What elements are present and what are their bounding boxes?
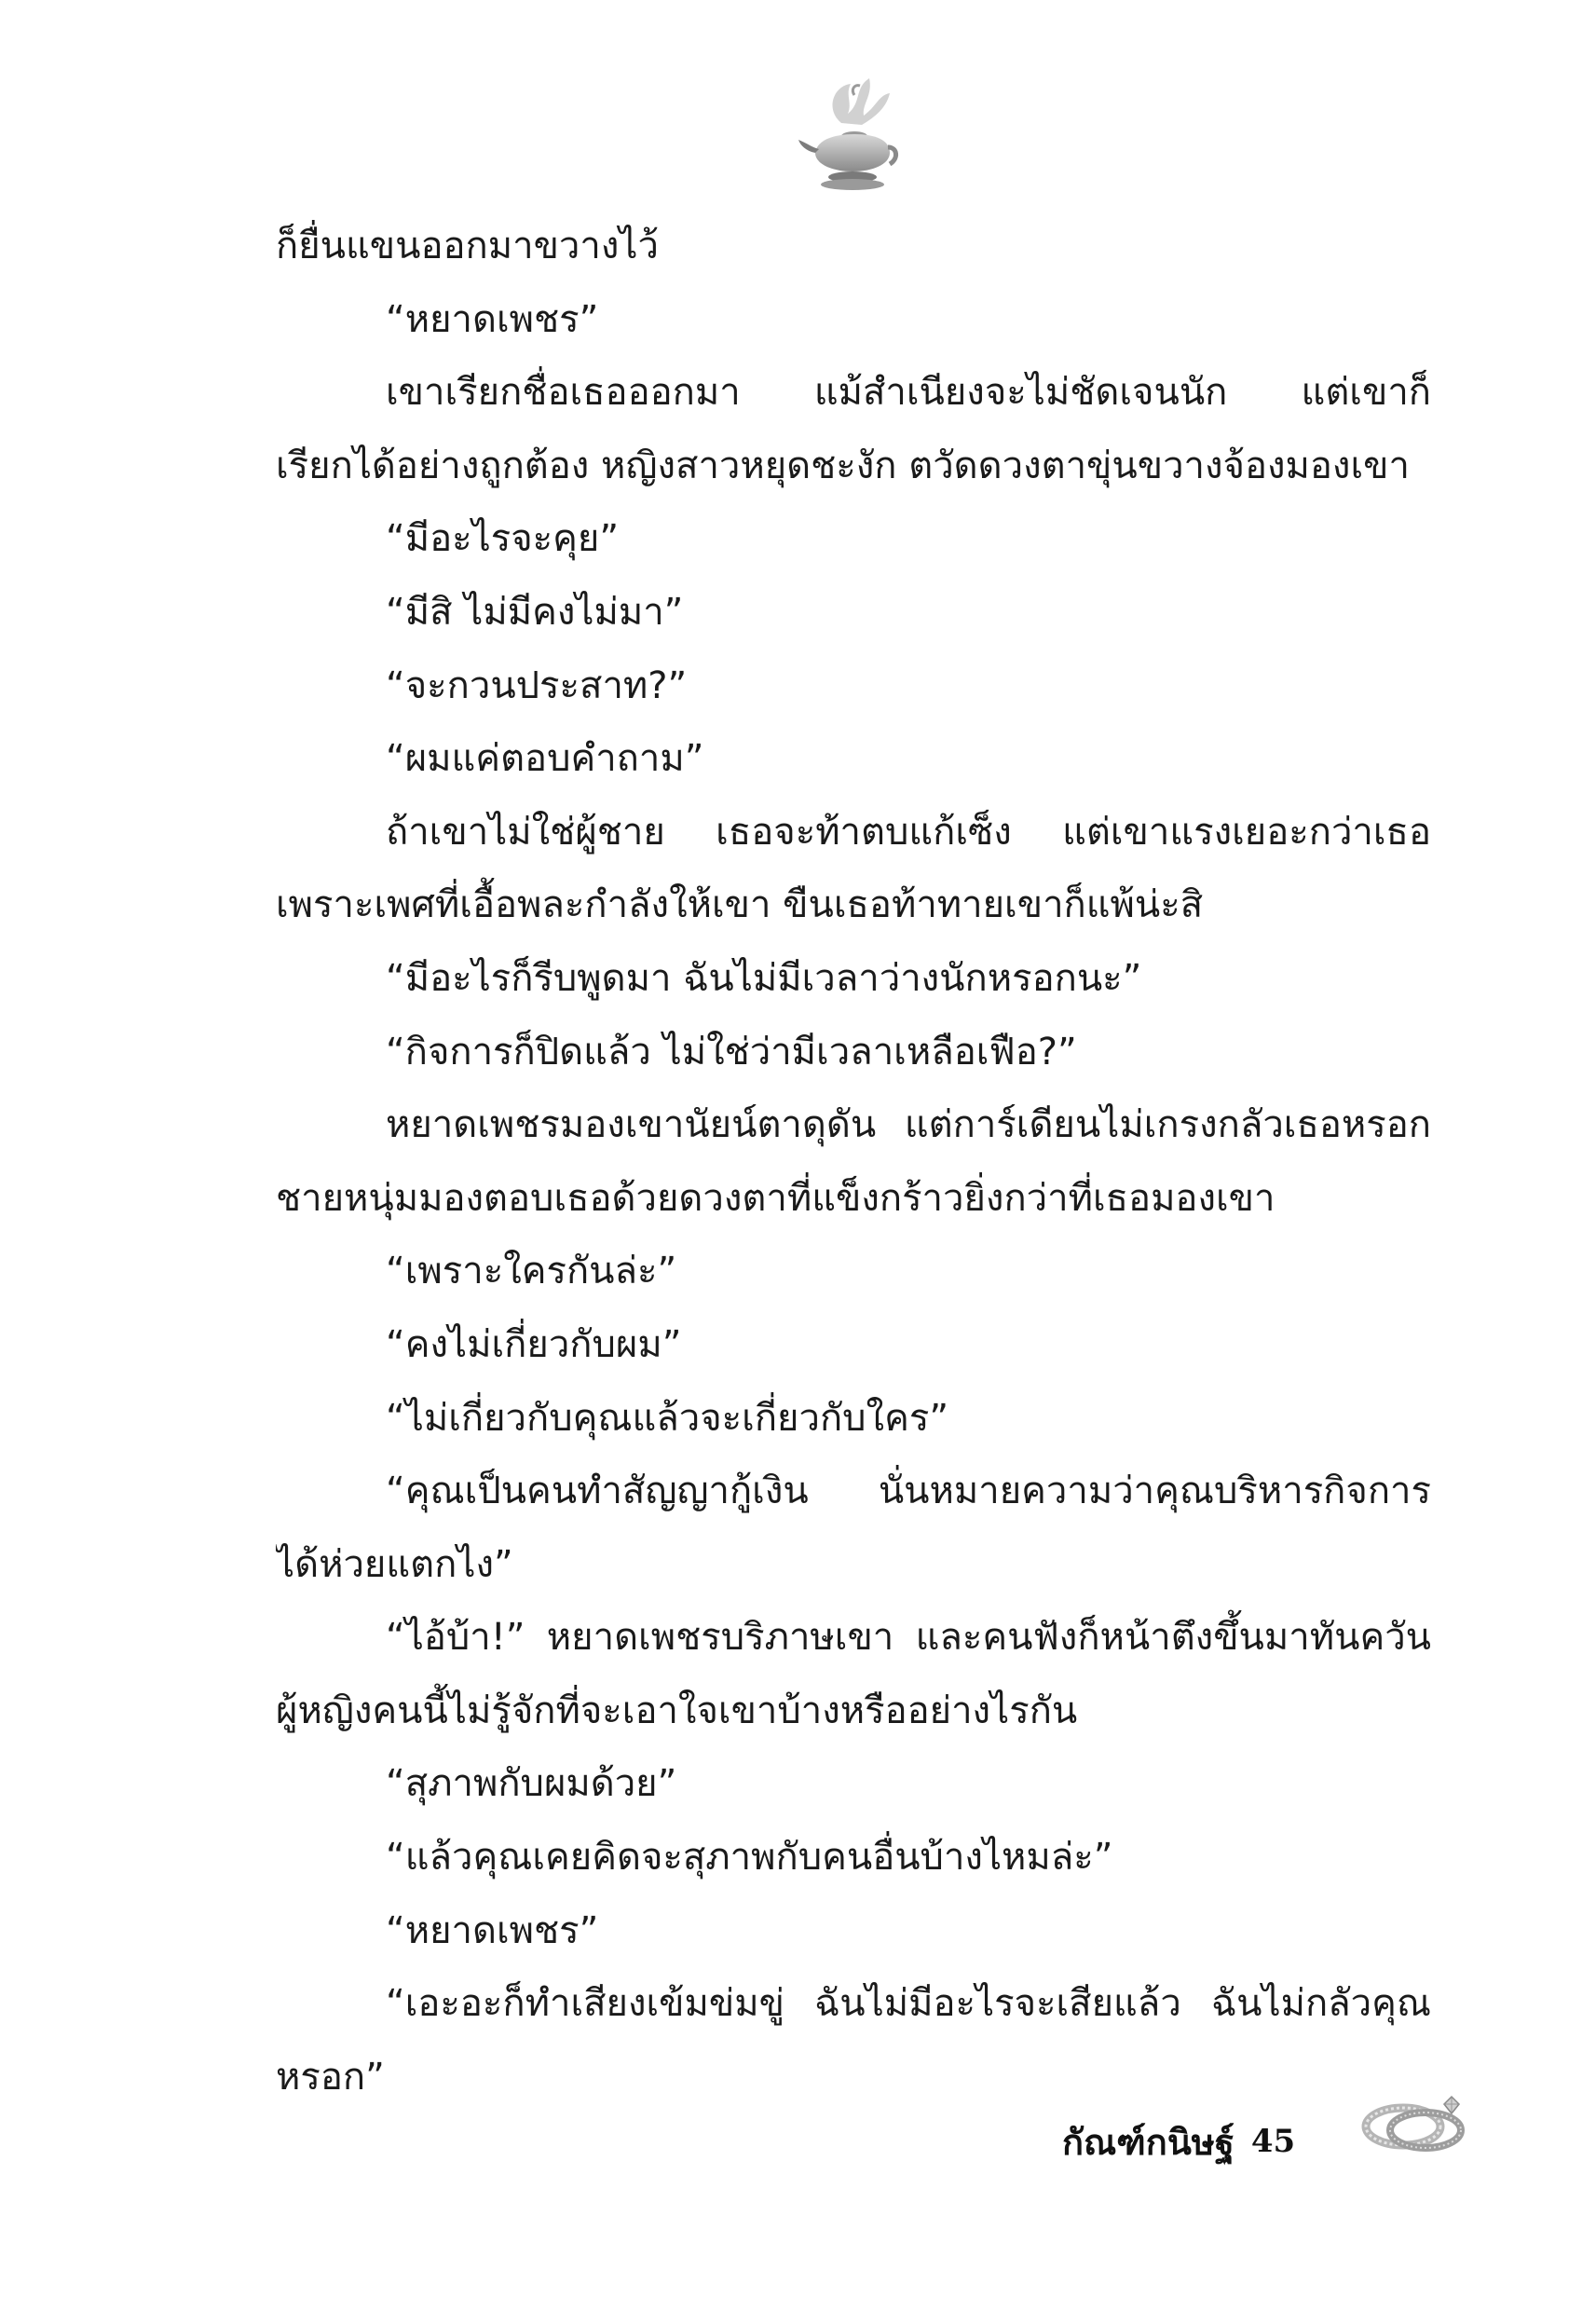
text-line: “มีสิ ไม่มีคงไม่มา”	[386, 590, 684, 634]
text-line: ถ้าเขาไม่ใช่ผู้ชาย เธอจะท้าตบแก้เซ็ง แต่เขาแรงเยอะกว่าเธอ	[386, 810, 1431, 854]
text-line: “สุภาพกับผมด้วย”	[386, 1762, 677, 1806]
text-line: “จะกวนประสาท?”	[386, 663, 688, 707]
text-line: เพราะเพศที่เอื้อพละกำลังให้เขา ขืนเธอท้าทายเขาก็แพ้น่ะสิ	[276, 883, 1204, 927]
story-text	[276, 210, 1431, 2113]
genie-lamp-icon	[797, 67, 899, 207]
text-line: “หยาดเพชร”	[386, 1908, 599, 1952]
text-line: “คงไม่เกี่ยวกับผม”	[386, 1322, 682, 1366]
wedding-rings-icon	[1358, 2085, 1470, 2160]
text-line: “เอะอะก็ทำเสียงเข้มข่มขู่ ฉันไม่มีอะไรจะเสียแล้ว ฉันไม่กลัวคุณ	[386, 1982, 1431, 2026]
text-line: เรียกได้อย่างถูกต้อง หญิงสาวหยุดชะงัก ตวัดดวงตาขุ่นขวางจ้องมองเขา	[276, 444, 1410, 487]
text-line: หรอก”	[276, 2055, 385, 2099]
text-line: “มีอะไรก็รีบพูดมา ฉันไม่มีเวลาว่างนักหรอกนะ”	[386, 956, 1142, 1000]
text-line: “หยาดเพชร”	[386, 297, 599, 341]
text-line: ก็ยื่นแขนออกมาขวางไว้	[276, 225, 659, 267]
text-line: “ผมแค่ตอบคำถาม”	[386, 737, 704, 781]
text-line: ผู้หญิงคนนี้ไม่รู้จักที่จะเอาใจเขาบ้างหรืออย่างไรกัน	[276, 1689, 1078, 1732]
text-line: “แล้วคุณเคยคิดจะสุภาพกับคนอื่นบ้างไหมล่ะ”	[386, 1836, 1113, 1880]
page-footer	[1062, 2104, 1295, 2179]
text-line: ได้ห่วยแตกไง”	[276, 1542, 513, 1586]
text-line: “มีอะไรจะคุย”	[386, 517, 620, 561]
text-line: “ไม่เกี่ยวกับคุณแล้วจะเกี่ยวกับใคร”	[386, 1396, 949, 1440]
text-line: ชายหนุ่มมองตอบเธอด้วยดวงตาที่แข็งกร้าวยิ่งกว่าที่เธอมองเขา	[276, 1176, 1275, 1220]
text-line: “กิจการก็ปิดแล้ว ไม่ใช่ว่ามีเวลาเหลือเฟือ?”	[386, 1030, 1077, 1073]
text-line: เขาเรียกชื่อเธอออกมา แม้สำเนียงจะไม่ชัดเจนนัก แต่เขาก็	[386, 371, 1431, 415]
text-line: “ไอ้บ้า!” หยาดเพชรบริภาษเขา และคนฟังก็หน้าตึงขึ้นมาทันควัน	[386, 1616, 1431, 1660]
book-title: กัณฑ์กนิษฐ์	[1062, 2120, 1235, 2163]
text-line: หยาดเพชรมองเขานัยน์ตาดุดัน แต่การ์เดียนไม่เกรงกลัวเธอหรอก	[386, 1103, 1431, 1147]
text-line: “คุณเป็นคนทำสัญญากู้เงิน นั่นหมายความว่าคุณบริหารกิจการ	[386, 1470, 1431, 1513]
text-line: “เพราะใครกันล่ะ”	[386, 1250, 677, 1293]
page-number: 45	[1250, 2123, 1296, 2160]
